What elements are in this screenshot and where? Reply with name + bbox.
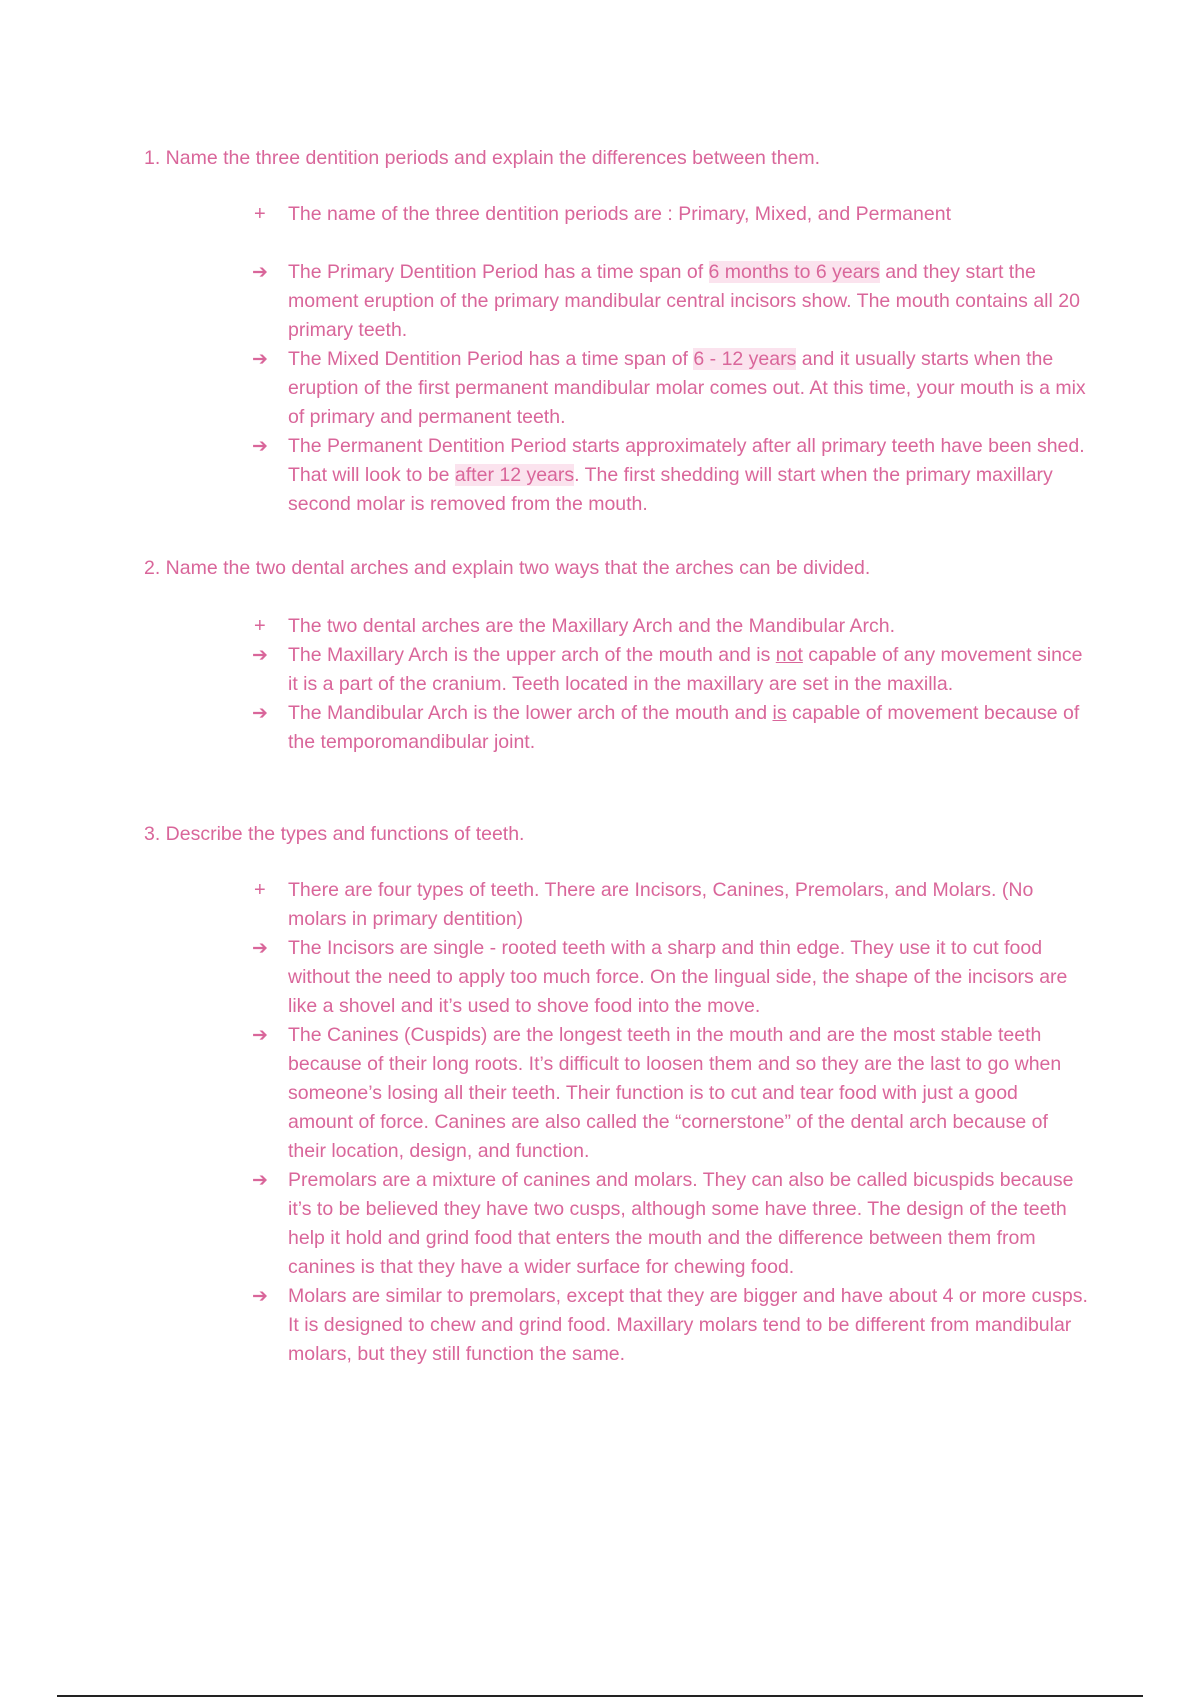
item-text: Premolars are a mixture of canines and molars. They can also be called bicuspids because it’s to be believed they have two cusps, although some have three. The design of the teeth help it hold and grind food that enters the mouth and the difference between them from canines is that they have a wider surface for chewing food. [288,1169,1074,1278]
arrow-bullet-icon: ➔ [252,703,268,724]
list-item [0,699,1088,757]
highlighted-text: 6 months to 6 years [708,261,880,283]
item-text: The Mixed Dentition Period has a time span of [288,348,694,370]
arrow-bullet-icon: ➔ [252,938,268,959]
arrow-bullet-icon: ➔ [252,262,268,283]
list-item [0,1166,1088,1282]
item-text: The Primary Dentition Period has a time span of [288,261,709,283]
item-text: The Mandibular Arch is the lower arch of the mouth and [288,702,773,724]
plus-bullet-icon: + [254,615,266,637]
arrow-bullet-icon: ➔ [252,1286,268,1307]
plus-bullet-icon: + [254,203,266,225]
item-text: The Maxillary Arch is the upper arch of the mouth and is [288,644,776,666]
plus-bullet-icon: + [254,879,266,901]
item-text: The Permanent Dentition Period starts approximately after all primary teeth have been shed. That will look to be [288,435,1085,486]
question-2: 2. Name the two dental arches and explain two ways that the arches can be divided. [144,557,871,579]
item-text: The Canines (Cuspids) are the longest teeth in the mouth and are the most stable teeth because of their long roots. It’s difficult to loosen them and so they are the last to go when someone’s losing all their teeth. Their function is to cut and tear food with just a good amount of force. Canines are also called the “cornerstone” of the dental arch because of their location, design, and function. [288,1024,1062,1162]
list-item [0,876,1088,934]
footer-divider [57,1695,1143,1697]
item-text: Molars are similar to premolars, except that they are bigger and have about 4 or more cusps. It is designed to chew and grind food. Maxillary molars tend to be different from mandibular molars, but they still function the same. [288,1285,1088,1365]
item-text: and they start the moment eruption of the primary mandibular central incisors show. The mouth contains all 20 primary teeth. [288,261,1080,341]
arrow-bullet-icon: ➔ [252,436,268,457]
list-item [0,200,1088,229]
highlighted-text: 6 - 12 years [693,348,797,370]
question-1: 1. Name the three dentition periods and explain the differences between them. [144,147,821,169]
arrow-bullet-icon: ➔ [252,349,268,370]
list-item [0,934,1088,1021]
list-item [0,345,1088,432]
list-item [0,258,1088,345]
item-text: . The first shedding will start when the primary maxillary second molar is removed from the mouth. [288,464,1053,515]
list-item [0,1282,1088,1369]
item-text: The Incisors are single - rooted teeth with a sharp and thin edge. They use it to cut food without the need to apply too much force. On the lingual side, the shape of the incisors are like a shovel and it’s used to shove food into the move. [288,937,1068,1017]
underlined-text: not [775,644,803,666]
list-item [0,612,1088,641]
highlighted-text: after 12 years [454,464,575,486]
answer-list-3 [0,876,1200,1369]
item-text: and it usually starts when the eruption of the first permanent mandibular molar comes out. At this time, your mouth is a mix of primary and permanent teeth. [288,348,1086,428]
underlined-text: is [772,702,787,724]
arrow-bullet-icon: ➔ [252,645,268,666]
arrow-bullet-icon: ➔ [252,1025,268,1046]
item-text: capable of movement because of the temporomandibular joint. [288,702,1080,753]
item-text: The two dental arches are the Maxillary Arch and the Mandibular Arch. [288,615,895,637]
question-3: 3. Describe the types and functions of teeth. [144,823,525,845]
arrow-bullet-icon: ➔ [252,1170,268,1191]
list-item [0,1021,1088,1166]
item-text: There are four types of teeth. There are Incisors, Canines, Premolars, and Molars. (No molars in primary dentition) [288,879,1034,930]
list-item [0,432,1088,519]
answer-list-2 [0,612,1200,757]
answer-list-1 [0,200,1200,519]
item-text: capable of any movement since it is a part of the cranium. Teeth located in the maxillary are set in the maxilla. [288,644,1083,695]
list-item [0,641,1088,699]
item-text: The name of the three dentition periods are : Primary, Mixed, and Permanent [288,203,951,225]
